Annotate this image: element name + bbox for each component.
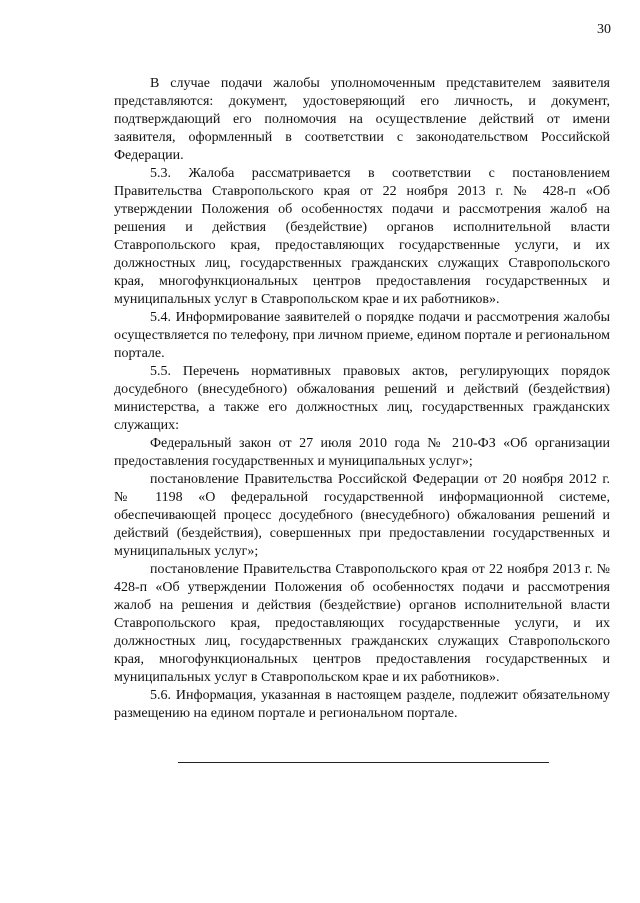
document-body: [114, 75, 610, 723]
paragraph-5-4: 5.4. Информирование заявителей о порядке подачи и рассмотрения жалобы осуществляется по телефону, при личном приеме, едином портале и региональном портале.: [114, 310, 610, 361]
paragraph-5-5: 5.5. Перечень нормативных правовых актов, регулирующих порядок досудебного (внесудебного) обжалования решений и действий (бездействия) министерства, а также его должностных лиц, государственных гражданских служащих:: [114, 364, 610, 433]
paragraph-sk-resolution: постановление Правительства Ставропольского края от 22 ноября 2013 г. № 428-п «Об утверждении Положения об особенностях подачи и рассмотрения жалоб на решения и действия (бездействие) органов исполнительной власти Ставропольского края, предоставляющих государственные услуги, и их должностных лиц, государственных гражданских служащих Ставропольского края, многофункциональных центров предоставления государственных и муниципальных услуг в Ставропольском крае и их работников».: [114, 562, 610, 685]
paragraph-representative-documents: В случае подачи жалобы уполномоченным представителем заявителя представляются: документ, удостоверяющий его личность, и документ, подтверждающий его полномочия на осуществление действий от имени заявителя, оформленный в соответствии с законодательством Российской Федерации.: [114, 76, 610, 163]
paragraph-rf-resolution: постановление Правительства Российской Федерации от 20 ноября 2012 г. № 1198 «О федеральной государственной информационной системе, обеспечивающей процесс досудебного (внесудебного) обжалования решений и действий (бездействия), совершенных при предоставлении государственных и муниципальных услуг»;: [114, 472, 610, 559]
paragraph-federal-law: Федеральный закон от 27 июля 2010 года № 210-ФЗ «Об организации предоставления государственных и муниципальных услуг»;: [114, 436, 610, 469]
end-of-section-rule: [178, 762, 549, 763]
paragraph-5-6: 5.6. Информация, указанная в настоящем разделе, подлежит обязательному размещению на едином портале и региональном портале.: [114, 688, 610, 721]
paragraph-5-3: 5.3. Жалоба рассматривается в соответствии с постановлением Правительства Ставропольского края от 22 ноября 2013 г. № 428-п «Об утверждении Положения об особенностях подачи и рассмотрения жалоб на решения и действия (бездействие) органов исполнительной власти Ставропольского края, предоставляющих государственные услуги, и их должностных лиц, государственных гражданских служащих Ставропольского края, многофункциональных центров предоставления государственных и муниципальных услуг в Ставропольском крае и их работников».: [114, 166, 610, 307]
page-number: 30: [597, 22, 611, 37]
